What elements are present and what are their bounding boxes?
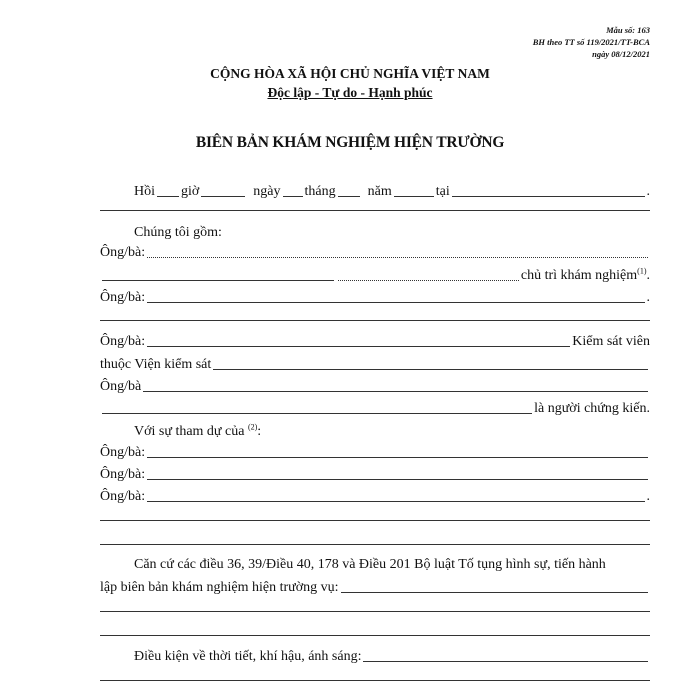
period: . — [646, 489, 650, 504]
participation-colon: : — [257, 424, 262, 439]
participation-label — [134, 424, 261, 440]
person-label: Ông/bà: — [100, 467, 146, 482]
person-label: Ông/bà: — [100, 290, 146, 305]
chair-text: chủ trì khám nghiệm — [520, 268, 638, 283]
procuracy-row — [100, 353, 650, 373]
day-label: ngày — [253, 184, 281, 199]
form-number: Mẫu số: 163 — [606, 25, 650, 35]
member-continuation-line[interactable] — [100, 320, 650, 321]
person-label: Ông/bà: — [100, 334, 146, 349]
person-label: Ông/bà: — [100, 445, 146, 460]
participation-row — [134, 420, 650, 440]
chair-role-field-a[interactable] — [102, 280, 334, 281]
year-label: năm — [367, 184, 392, 199]
document-title: BIÊN BẢN KHÁM NGHIỆM HIỆN TRƯỜNG — [195, 134, 505, 151]
case-continuation-line-2[interactable] — [100, 635, 650, 636]
participant-field-3[interactable] — [147, 501, 644, 502]
minute-label: giờ — [181, 184, 200, 199]
nation-heading: CỘNG HÒA XÃ HỘI CHỦ NGHĨA VIỆT NAM — [210, 66, 490, 81]
member-row-1 — [100, 286, 650, 306]
witness-person-field[interactable] — [143, 391, 648, 392]
prosecutor-field[interactable] — [147, 346, 570, 347]
we-include-label: Chúng tôi gồm: — [134, 225, 222, 240]
month-label: tháng — [304, 184, 336, 199]
participant-field-2[interactable] — [147, 479, 648, 480]
time-place-row — [134, 180, 650, 200]
participant-row-1 — [100, 441, 650, 461]
case-field[interactable] — [341, 592, 648, 593]
participant-continuation-line-1[interactable] — [100, 520, 650, 521]
period: . — [646, 184, 650, 199]
year-field[interactable] — [394, 196, 434, 197]
participation-text: Với sự tham dự của — [134, 424, 245, 439]
witness-person-row — [100, 375, 650, 395]
witness-row — [100, 397, 650, 417]
procuracy-field[interactable] — [213, 369, 648, 370]
place-field[interactable] — [452, 196, 645, 197]
participant-row-3 — [100, 485, 650, 505]
place-label: tại — [435, 184, 450, 199]
participant-continuation-line-2[interactable] — [100, 544, 650, 545]
case-continuation-line-1[interactable] — [100, 611, 650, 612]
weather-continuation-line[interactable] — [100, 680, 650, 681]
form-regulation: BH theo TT số 119/2021/TT-BCA — [532, 37, 650, 47]
weather-row — [134, 645, 650, 665]
hour-label: Hồi — [134, 184, 155, 199]
basis-row-1 — [134, 553, 650, 573]
motto-heading — [0, 85, 700, 101]
chair-role-row — [100, 264, 650, 284]
prosecutor-label: Kiểm sát viên — [572, 334, 650, 349]
period: . — [646, 290, 650, 305]
witness-field[interactable] — [102, 413, 532, 414]
chair-person-row — [100, 241, 650, 261]
note-2: (2) — [247, 422, 258, 432]
chair-person-field[interactable] — [147, 257, 648, 258]
member-field-1[interactable] — [147, 302, 644, 303]
witness-label: là người chứng kiến. — [534, 401, 650, 416]
place-continuation-line[interactable] — [100, 210, 650, 211]
person-label: Ông/bà — [100, 379, 142, 394]
basis-row-2 — [100, 576, 650, 596]
prosecutor-row — [100, 330, 650, 350]
person-label: Ông/bà: — [100, 245, 146, 260]
month-field[interactable] — [338, 196, 360, 197]
motto-text: Độc lập - Tự do - Hạnh phúc — [267, 85, 433, 100]
participant-row-2 — [100, 463, 650, 483]
minute-field[interactable] — [201, 196, 245, 197]
we-include-row — [134, 221, 650, 241]
chair-label — [521, 268, 650, 284]
procuracy-label: thuộc Viện kiểm sát — [100, 357, 212, 372]
day-field[interactable] — [283, 196, 303, 197]
weather-field[interactable] — [363, 661, 648, 662]
form-date: ngày 08/12/2021 — [592, 49, 650, 59]
basis-text-1: Căn cứ các điều 36, 39/Điều 40, 178 và Điều 201 Bộ luật Tố tụng hình sự, tiến hành — [134, 557, 606, 572]
participant-field-1[interactable] — [147, 457, 648, 458]
weather-label: Điều kiện về thời tiết, khí hậu, ánh sáng: — [134, 649, 362, 664]
person-label: Ông/bà: — [100, 489, 146, 504]
hour-field[interactable] — [157, 196, 179, 197]
basis-text-2: lập biên bản khám nghiệm hiện trường vụ: — [100, 580, 339, 595]
form-meta — [533, 24, 650, 60]
note-1: (1) — [637, 266, 647, 276]
chair-period: . — [646, 268, 650, 283]
chair-role-field-b[interactable] — [338, 280, 519, 281]
